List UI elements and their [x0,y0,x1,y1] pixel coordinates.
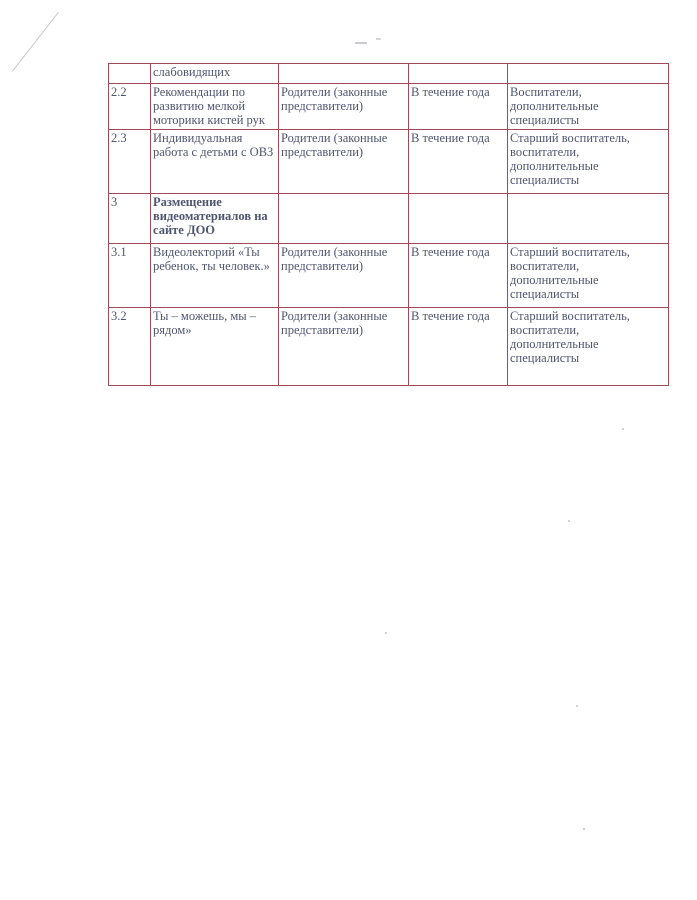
participants-cell: Родители (законные представители) [279,84,409,130]
participants-cell: Родители (законные представители) [279,244,409,308]
table-row [109,130,669,194]
scan-speck [385,632,387,634]
scan-speck [576,705,578,707]
row-number-cell: 2.2 [109,84,151,130]
participants-cell: Родители (законные представители) [279,130,409,194]
table-row [109,244,669,308]
table-row [109,194,669,244]
period-cell: В течение года [409,308,508,386]
responsible-cell: Старший воспитатель, воспитатели, дополнительные специалисты [508,130,669,194]
period-cell: В течение года [409,130,508,194]
row-number-cell [109,64,151,84]
responsible-cell [508,64,669,84]
activity-cell: Ты – можешь, мы – рядом» [151,308,279,386]
scan-speck [583,828,585,830]
table-row [109,308,669,386]
period-cell: В течение года [409,244,508,308]
responsible-cell: Старший воспитатель, воспитатели, дополнительные специалисты [508,308,669,386]
activity-cell: слабовидящих [151,64,279,84]
plan-table [108,63,669,386]
period-cell [409,64,508,84]
row-number-cell: 3.2 [109,308,151,386]
table-row [109,64,669,84]
period-cell: В течение года [409,84,508,130]
row-number-cell: 3.1 [109,244,151,308]
participants-cell [279,194,409,244]
section-heading-cell: Размещение видеоматериалов на сайте ДОО [151,194,279,244]
table-row [109,84,669,130]
activity-cell: Видеолекторий «Ты ребенок, ты человек.» [151,244,279,308]
row-number-cell: 2.3 [109,130,151,194]
responsible-cell [508,194,669,244]
responsible-cell: Воспитатели, дополнительные специалисты [508,84,669,130]
period-cell [409,194,508,244]
scan-artifact-line [12,12,59,72]
row-number-cell: 3 [109,194,151,244]
participants-cell [279,64,409,84]
scan-artifact-dash [355,42,367,44]
activity-cell: Индивидуальная работа с детьми с ОВЗ [151,130,279,194]
scan-speck [568,520,570,522]
activity-cell: Рекомендации по развитию мелкой моторики кистей рук [151,84,279,130]
scan-speck [622,428,624,430]
responsible-cell: Старший воспитатель, воспитатели, дополнительные специалисты [508,244,669,308]
participants-cell: Родители (законные представители) [279,308,409,386]
scan-artifact-dash [376,38,381,40]
